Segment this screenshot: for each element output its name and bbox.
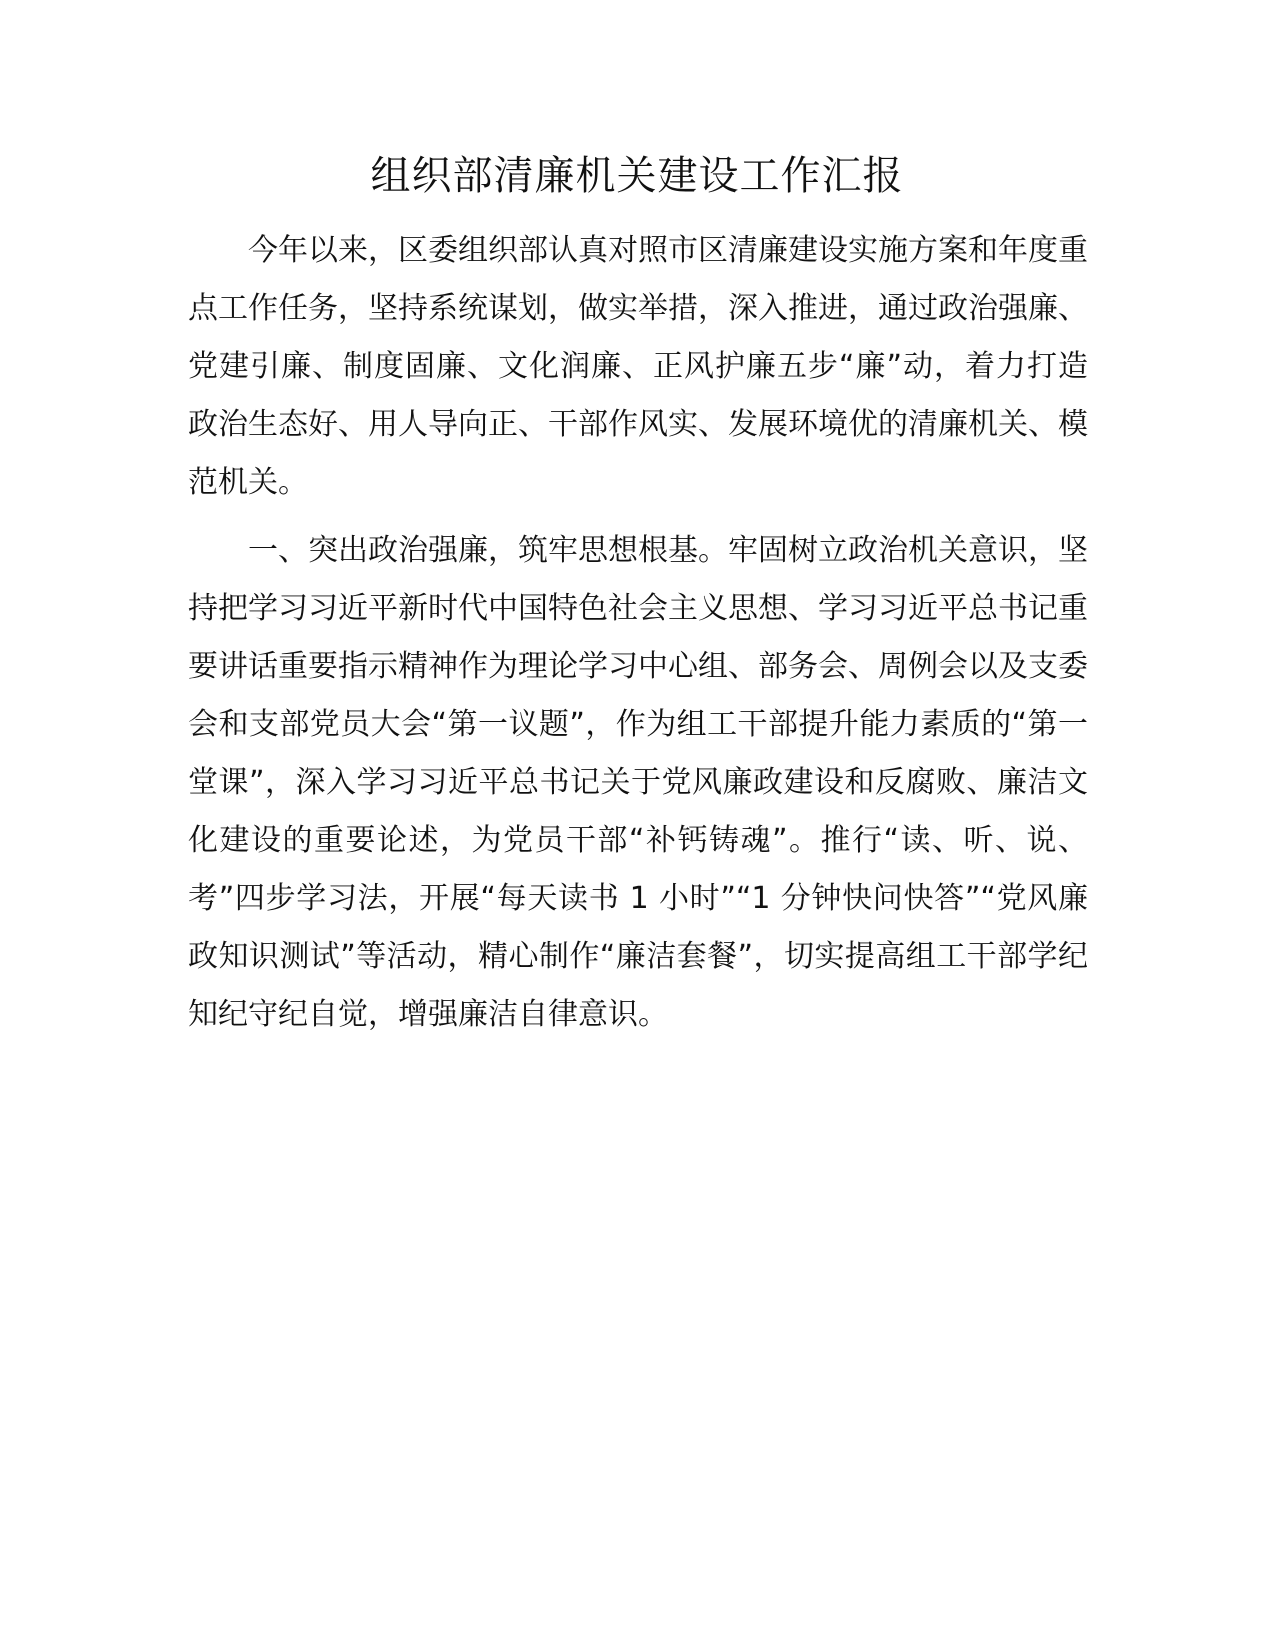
document-body: [188, 222, 1088, 1054]
document-title: 组织部清廉机关建设工作汇报: [370, 153, 904, 199]
paragraph-section-1: 一、突出政治强廉，筑牢思想根基。牢固树立政治机关意识，坚持把学习习近平新时代中国特色社会主义思想、学习习近平总书记重要讲话重要指示精神作为理论学习中心组、部务会、周例会以及支委会和支部党员大会“第一议题”，作为组工干部提升能力素质的“第一堂课”，深入学习习近平总书记关于党风廉政建设和反腐败、廉洁文化建设的重要论述，为党员干部“补钙铸魂”。推行“读、听、说、考”四步学习法，开展“每天读书 1 小时”“1 分钟快问快答”“党风廉政知识测试”等活动，精心制作“廉洁套餐”，切实提高组工干部学纪知纪守纪自觉，增强廉洁自律意识。: [188, 533, 1088, 1032]
paragraph-intro: 今年以来，区委组织部认真对照市区清廉建设实施方案和年度重点工作任务，坚持系统谋划，做实举措，深入推进，通过政治强廉、党建引廉、制度固廉、文化润廉、正风护廉五步“廉”动，着力打造政治生态好、用人导向正、干部作风实、发展环境优的清廉机关、模范机关。: [188, 233, 1088, 500]
